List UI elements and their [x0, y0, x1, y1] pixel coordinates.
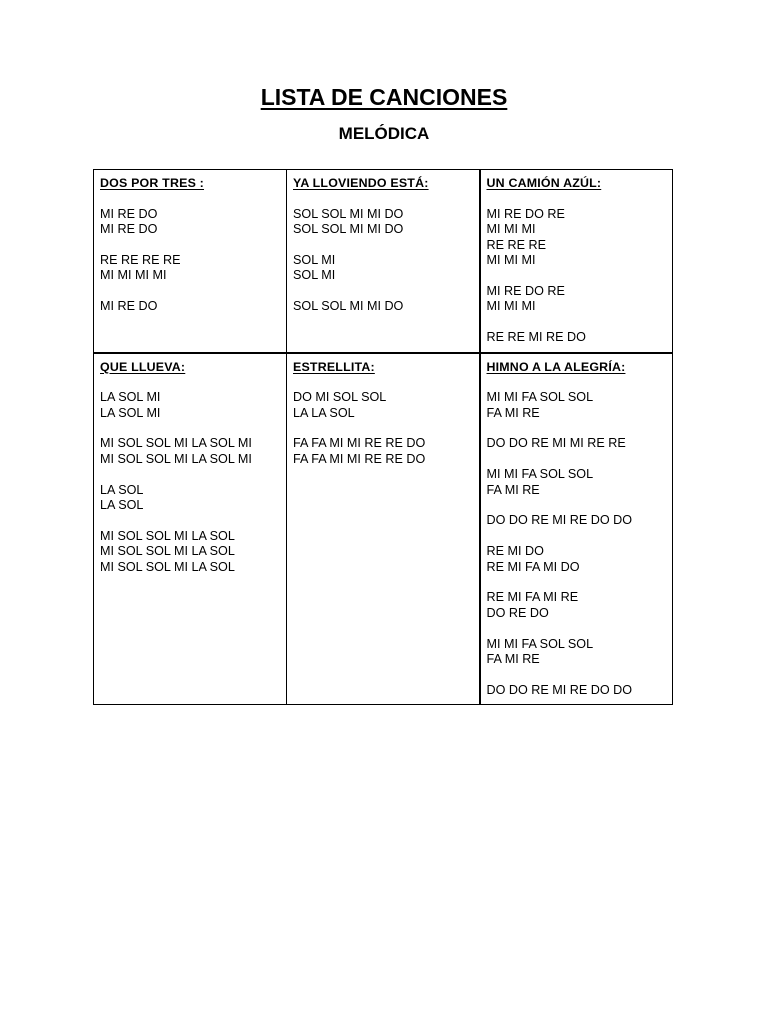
- note-line: MI RE DO RE: [486, 283, 565, 298]
- blank-line: [293, 421, 473, 436]
- note-line: DO DO RE MI MI RE RE: [486, 436, 626, 451]
- note-line: FA FA MI MI RE RE DO: [293, 451, 426, 466]
- note-line: RE RE MI RE DO: [486, 329, 586, 344]
- note-line: RE RE RE: [486, 237, 546, 252]
- song-notes: [100, 390, 280, 575]
- song-notes: [293, 390, 473, 467]
- song-cell: [287, 170, 480, 353]
- note-line: DO RE DO: [486, 605, 549, 620]
- blank-line: [293, 238, 473, 253]
- note-line: MI SOL SOL MI LA SOL: [100, 559, 235, 574]
- note-line: MI MI MI MI: [100, 268, 167, 283]
- table-row: [94, 170, 673, 353]
- song-notes: [487, 207, 667, 346]
- blank-line: [487, 529, 667, 544]
- note-line: LA LA SOL: [293, 405, 355, 420]
- song-title: QUE LLUEVA:: [100, 359, 186, 374]
- song-title: ESTRELLITA:: [293, 359, 375, 374]
- note-line: MI MI FA SOL SOL: [486, 636, 594, 651]
- note-line: SOL SOL MI MI DO: [293, 299, 404, 314]
- note-line: MI RE DO: [100, 222, 158, 237]
- song-title: UN CAMIÓN AZÚL:: [486, 176, 602, 190]
- note-line: FA MI RE: [486, 482, 540, 497]
- note-line: MI RE DO: [100, 206, 158, 221]
- blank-line: [100, 467, 280, 482]
- blank-line: [487, 315, 667, 330]
- note-line: MI SOL SOL MI LA SOL: [100, 544, 235, 559]
- blank-line: [487, 575, 667, 590]
- note-line: LA SOL MI: [100, 405, 161, 420]
- note-line: SOL MI: [293, 252, 336, 267]
- note-line: FA MI RE: [486, 405, 540, 420]
- note-line: MI MI MI: [486, 222, 536, 237]
- note-line: RE RE RE RE: [100, 252, 181, 267]
- blank-line: [100, 284, 280, 299]
- song-cell: [94, 170, 287, 353]
- song-cell: [480, 353, 673, 705]
- blank-line: [100, 513, 280, 528]
- song-title: YA LLOVIENDO ESTÁ:: [293, 176, 429, 190]
- note-line: RE MI DO: [486, 544, 544, 559]
- note-line: MI MI MI: [486, 252, 536, 267]
- page-subtitle: MELÓDICA: [338, 124, 430, 143]
- note-line: SOL MI: [293, 268, 336, 283]
- note-line: DO DO RE MI RE DO DO: [486, 682, 633, 697]
- note-line: FA MI RE: [486, 651, 540, 666]
- note-line: MI MI FA SOL SOL: [486, 390, 594, 405]
- blank-line: [487, 452, 667, 467]
- note-line: LA SOL: [100, 498, 144, 513]
- song-notes: [293, 207, 473, 315]
- note-line: DO DO RE MI RE DO DO: [486, 513, 633, 528]
- note-line: RE MI FA MI RE: [486, 590, 579, 605]
- note-line: LA SOL MI: [100, 390, 161, 405]
- blank-line: [487, 421, 667, 436]
- song-notes: [487, 390, 667, 698]
- blank-line: [100, 421, 280, 436]
- blank-line: [487, 621, 667, 636]
- note-line: RE MI FA MI DO: [486, 559, 580, 574]
- blank-line: [293, 284, 473, 299]
- song-title: HIMNO A LA ALEGRÍA:: [486, 359, 626, 374]
- note-line: MI MI MI: [486, 299, 536, 314]
- note-line: SOL SOL MI MI DO: [293, 222, 404, 237]
- note-line: MI SOL SOL MI LA SOL: [100, 528, 235, 543]
- song-cell: [480, 170, 673, 353]
- song-cell: [94, 353, 287, 705]
- note-line: MI SOL SOL MI LA SOL MI: [100, 436, 252, 451]
- blank-line: [100, 238, 280, 253]
- note-line: MI MI FA SOL SOL: [486, 467, 594, 482]
- note-line: DO MI SOL SOL: [293, 390, 387, 405]
- songs-table: [93, 169, 673, 705]
- blank-line: [487, 667, 667, 682]
- song-notes: [100, 207, 280, 315]
- note-line: LA SOL: [100, 482, 144, 497]
- song-title: DOS POR TRES :: [100, 176, 205, 190]
- note-line: MI RE DO RE: [486, 206, 565, 221]
- note-line: FA FA MI MI RE RE DO: [293, 436, 426, 451]
- blank-line: [487, 268, 667, 283]
- note-line: MI SOL SOL MI LA SOL MI: [100, 451, 252, 466]
- blank-line: [487, 498, 667, 513]
- note-line: SOL SOL MI MI DO: [293, 206, 404, 221]
- table-row: [94, 353, 673, 705]
- note-line: MI RE DO: [100, 299, 158, 314]
- song-cell: [287, 353, 480, 705]
- page-title: LISTA DE CANCIONES: [260, 84, 508, 110]
